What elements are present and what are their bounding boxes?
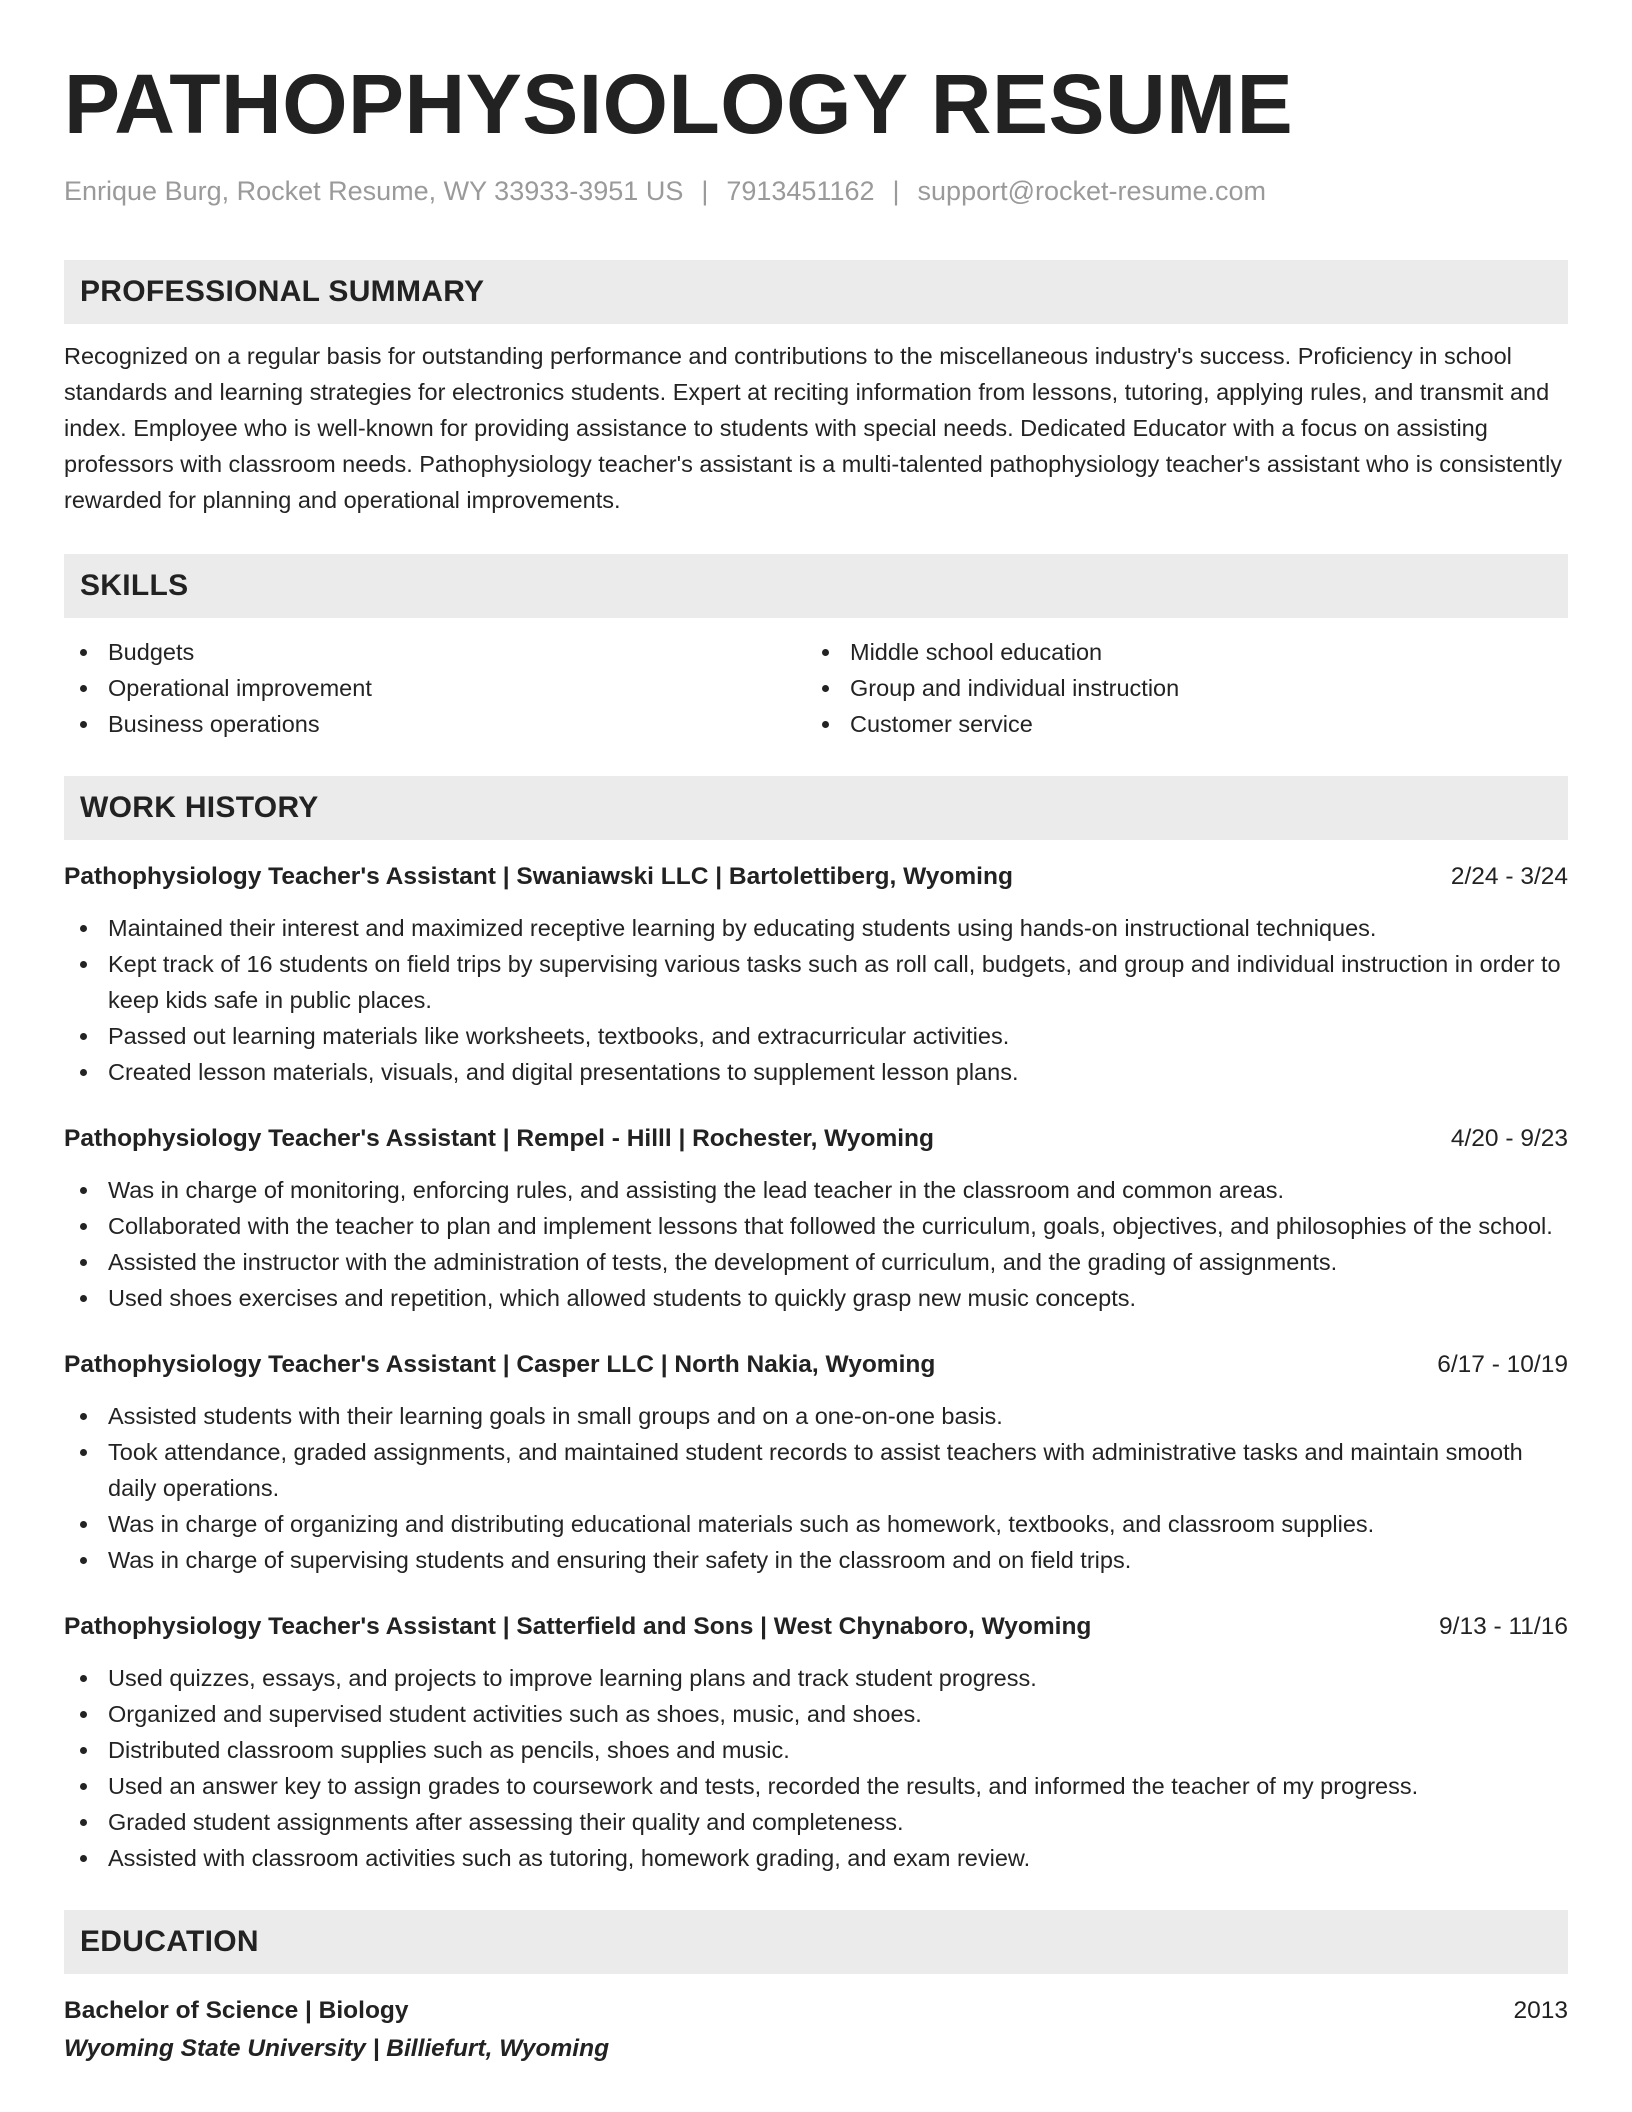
job-bullet: Was in charge of monitoring, enforcing rules, and assisting the lead teacher in the classroom and common areas. (64, 1172, 1568, 1208)
education-degree: Bachelor of Science | Biology (64, 1997, 409, 2024)
job-dates: 4/20 - 9/23 (1450, 1125, 1568, 1152)
job-bullets (64, 1398, 1568, 1578)
skills-list (64, 634, 1568, 742)
section-title: EDUCATION (80, 1925, 259, 1958)
contact-line (64, 174, 1568, 208)
job-bullet: Organized and supervised student activities such as shoes, music, and shoes. (64, 1696, 1568, 1732)
job-header (64, 1610, 1568, 1644)
job-entry (64, 1610, 1568, 1876)
job-header (64, 1122, 1568, 1156)
job-bullet: Collaborated with the teacher to plan and implement lessons that followed the curriculum, goals, objectives, and philosophies of the school. (64, 1208, 1568, 1244)
job-bullet: Passed out learning materials like worksheets, textbooks, and extracurricular activities. (64, 1018, 1568, 1054)
job-bullets (64, 1172, 1568, 1316)
contact-address: Enrique Burg, Rocket Resume, WY 33933-3951 US (64, 176, 684, 206)
job-bullet: Was in charge of organizing and distributing educational materials such as homework, textbooks, and classroom supplies. (64, 1506, 1568, 1542)
section-title: WORK HISTORY (80, 791, 319, 824)
job-bullet: Assisted students with their learning goals in small groups and on a one-on-one basis. (64, 1398, 1568, 1434)
contact-separator: | (701, 176, 709, 206)
section-title: SKILLS (80, 569, 189, 602)
job-dates: 6/17 - 10/19 (1437, 1351, 1568, 1378)
skill-item: Operational improvement (64, 670, 806, 706)
job-dates: 9/13 - 11/16 (1439, 1613, 1568, 1640)
job-entry (64, 1122, 1568, 1316)
education-header (64, 1994, 1568, 2028)
skill-item: Customer service (806, 706, 1548, 742)
job-bullet: Kept track of 16 students on field trips by supervising various tasks such as roll call, budgets, and group and individual instruction in order to keep kids safe in public places. (64, 946, 1568, 1018)
job-bullet: Created lesson materials, visuals, and digital presentations to supplement lesson plans. (64, 1054, 1568, 1090)
skill-item: Group and individual instruction (806, 670, 1548, 706)
job-bullets (64, 1660, 1568, 1876)
summary-text: Recognized on a regular basis for outstanding performance and contributions to the miscellaneous industry's success. Proficiency in school standards and learning strategies for electronics students. Expert at reciting information from lessons, tutoring, applying rules, and transmit and index. Employee who is well-known for providing assistance to students with special needs. Dedicated Educator with a focus on assisting professors with classroom needs. Pathophysiology teacher's assistant is a multi-talented pathophysiology teacher's assistant who is consistently rewarded for planning and operational improvements. (64, 343, 1563, 513)
job-bullet: Used an answer key to assign grades to coursework and tests, recorded the results, and informed the teacher of my progress. (64, 1768, 1568, 1804)
education-year: 2013 (1513, 1997, 1568, 2024)
job-header (64, 860, 1568, 894)
section-title: PROFESSIONAL SUMMARY (80, 275, 485, 308)
skills-column-right (806, 634, 1548, 742)
job-bullet: Used shoes exercises and repetition, which allowed students to quickly grasp new music concepts. (64, 1280, 1568, 1316)
job-title: Pathophysiology Teacher's Assistant | Casper LLC | North Nakia, Wyoming (64, 1351, 936, 1378)
section-header-education (64, 1910, 1568, 1974)
job-bullet: Assisted the instructor with the administration of tests, the development of curriculum, and the grading of assignments. (64, 1244, 1568, 1280)
job-bullet: Assisted with classroom activities such as tutoring, homework grading, and exam review. (64, 1840, 1568, 1876)
skill-item: Middle school education (806, 634, 1548, 670)
skills-column-left (64, 634, 806, 742)
skill-item: Business operations (64, 706, 806, 742)
job-title: Pathophysiology Teacher's Assistant | Rempel - Hilll | Rochester, Wyoming (64, 1125, 934, 1152)
resume-title: PATHOPHYSIOLOGY RESUME (64, 57, 1294, 151)
section-header-skills (64, 554, 1568, 618)
job-bullet: Distributed classroom supplies such as pencils, shoes and music. (64, 1732, 1568, 1768)
job-bullets (64, 910, 1568, 1090)
contact-separator: | (892, 176, 900, 206)
job-dates: 2/24 - 3/24 (1450, 863, 1568, 890)
section-header-work-history (64, 776, 1568, 840)
job-bullet: Maintained their interest and maximized receptive learning by educating students using hands-on instructional techniques. (64, 910, 1568, 946)
education-school: Wyoming State University | Billiefurt, Wyoming (64, 2035, 610, 2062)
job-entry (64, 860, 1568, 1090)
section-header-summary (64, 260, 1568, 324)
contact-phone: 7913451162 (726, 176, 875, 206)
job-bullet: Was in charge of supervising students and ensuring their safety in the classroom and on field trips. (64, 1542, 1568, 1578)
job-bullet: Used quizzes, essays, and projects to improve learning plans and track student progress. (64, 1660, 1568, 1696)
job-bullet: Took attendance, graded assignments, and maintained student records to assist teachers with administrative tasks and maintain smooth daily operations. (64, 1434, 1568, 1506)
resume-page (64, 56, 1568, 2066)
job-title: Pathophysiology Teacher's Assistant | Swaniawski LLC | Bartolettiberg, Wyoming (64, 863, 1013, 890)
job-bullet: Graded student assignments after assessing their quality and completeness. (64, 1804, 1568, 1840)
contact-email: support@rocket-resume.com (917, 176, 1267, 206)
education-entry (64, 1994, 1568, 2066)
job-title: Pathophysiology Teacher's Assistant | Satterfield and Sons | West Chynaboro, Wyoming (64, 1613, 1092, 1640)
job-header (64, 1348, 1568, 1382)
job-entry (64, 1348, 1568, 1578)
skill-item: Budgets (64, 634, 806, 670)
